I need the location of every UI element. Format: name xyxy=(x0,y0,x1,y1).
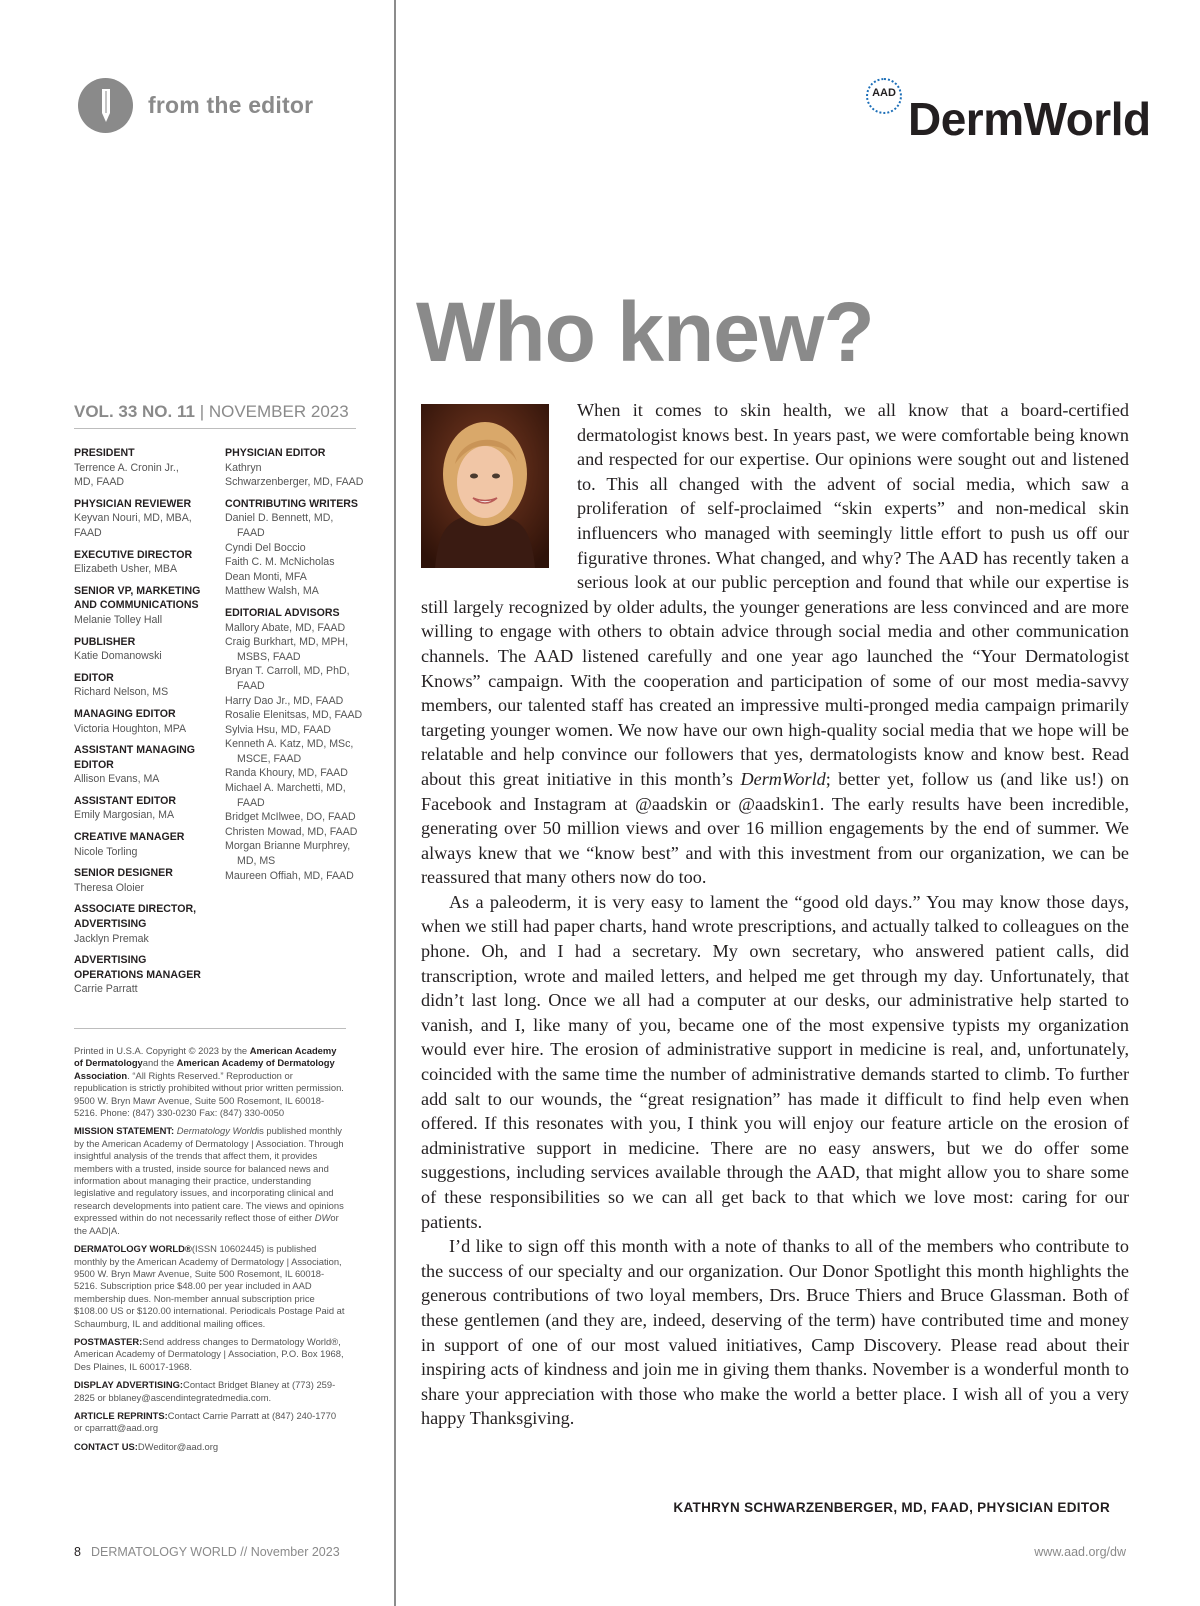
masthead-name: FAAD xyxy=(237,526,265,539)
issue-volume: VOL. 33 NO. 11 xyxy=(74,402,195,421)
masthead-name: Mallory Abate, MD, FAAD xyxy=(225,621,346,634)
masthead-name: Nicole Torling xyxy=(74,845,138,858)
legal-rule xyxy=(74,1028,346,1029)
byline: KATHRYN SCHWARZENBERGER, MD, FAAD, PHYSICIAN EDITOR xyxy=(673,1500,1110,1515)
logo-wordmark: DermWorld xyxy=(908,93,1151,145)
masthead-name: Schwarzenberger, MD, FAAD xyxy=(225,476,364,489)
masthead-entry xyxy=(74,497,214,541)
section-header xyxy=(78,78,313,133)
masthead-name: Matthew Walsh, MA xyxy=(225,585,319,598)
article-paragraph-1: When it comes to skin health, we all know that a board-certified dermatologist knows best. In years past, we were comfortable being known and respected for our expertise. Our opinions were sought out and listened to. This all changed with the advent of social media, which saw a proliferation of self-proclaimed “skin experts” and non-medical skin influencers who managed with seemingly little effort to push us off our figurative thrones. What changed, and why? The AAD has recently taken a serious look at our public perception and found that while our expertise is still largely recognized by older adults, the younger generations are less convinced and are more willing to engage with others to obtain advice through social media and other communication channels. The AAD listened carefully and one year ago launched the “Your Dermatologist Knows” campaign. With the cooperation and participation of some of our most media-savvy members, our talented staff has created an impressive multi-pronged media campaign primarily targeting younger women. We now have our own high-quality social media that we hope will be relatable and help convince our followers that yes, dermatologists know and know best. Read about this great initiative in this month’s DermWorld; better yet, follow us (and like us!) on Facebook and Instagram at @aadskin or @aadskin1. The early results have been incredible, generating over 50 million views and over 16 million engagements by the end of summer. We always knew that we “know best” and with this investment from our organization, we can be reassured that many others now do too. xyxy=(421,400,1129,888)
footer-publication xyxy=(74,1545,340,1559)
legal-notice xyxy=(74,1045,346,1459)
masthead-name: Emily Margosian, MA xyxy=(74,809,175,822)
section-label: from the editor xyxy=(148,92,314,118)
masthead-name: FAAD xyxy=(237,796,265,809)
masthead-role: ASSISTANT MANAGING EDITOR xyxy=(74,744,196,771)
masthead-role: EDITOR xyxy=(74,671,114,684)
masthead-entry xyxy=(225,446,375,490)
masthead-role: ADVERTISING OPERATIONS MANAGER xyxy=(74,954,201,981)
masthead-name: MD, FAAD xyxy=(74,476,125,489)
publication-name: DERMATOLOGY WORLD // November 2023 xyxy=(90,1545,340,1559)
masthead-name: Maureen Offiah, MD, FAAD xyxy=(225,869,354,882)
masthead-name: Daniel D. Bennett, MD, xyxy=(225,512,334,525)
masthead-name: Theresa Oloier xyxy=(74,881,145,894)
masthead-right-column xyxy=(225,446,375,890)
column-divider xyxy=(394,0,396,1606)
display-advertising: DISPLAY ADVERTISING:Contact Bridget Blaney at (773) 259-2825 or bblaney@ascendintegratedmedia.com. xyxy=(74,1379,336,1403)
masthead-role: PRESIDENT xyxy=(74,447,135,459)
masthead-entry xyxy=(74,584,214,628)
masthead-name: Morgan Brianne Murphrey, xyxy=(225,840,351,853)
masthead-role: PUBLISHER xyxy=(74,635,136,648)
masthead-entry xyxy=(74,953,214,997)
masthead-name: Bridget McIlwee, DO, FAAD xyxy=(225,811,356,824)
masthead-entry xyxy=(74,902,214,946)
editorial-article xyxy=(421,398,1129,1431)
masthead-name: MSCE, FAAD xyxy=(237,752,302,765)
masthead-name: Elizabeth Usher, MBA xyxy=(74,563,178,576)
copyright-notice: Printed in U.S.A. Copyright © 2023 by the American Academy of Dermatologyand the American Academy of Dermatology Association. “All Rights Reserved.” Reproduction or republication is strictly prohibited without prior written permission. 9500 W. Bryn Mawr Avenue, Suite 500 Rosemont, IL 60018-5216. Phone: (847) 330-0230 Fax: (847) 330-0050 xyxy=(74,1045,344,1119)
masthead-name: Jacklyn Premak xyxy=(74,932,149,945)
masthead-role: ASSOCIATE DIRECTOR, ADVERTISING xyxy=(74,903,197,931)
masthead-role: PHYSICIAN EDITOR xyxy=(225,447,326,459)
masthead-entry xyxy=(225,606,375,883)
masthead-name: Faith C. M. McNicholas xyxy=(225,556,335,569)
masthead-entry xyxy=(74,707,214,736)
masthead-role: CREATIVE MANAGER xyxy=(74,831,185,844)
masthead-name: Christen Mowad, MD, FAAD xyxy=(225,825,358,838)
masthead-name: Michael A. Marchetti, MD, xyxy=(225,782,346,795)
aad-badge: AAD xyxy=(866,78,902,114)
masthead-name: Dean Monti, MFA xyxy=(225,570,307,583)
masthead-name: Rosalie Elenitsas, MD, FAAD xyxy=(225,709,363,722)
masthead-entry xyxy=(74,548,214,577)
masthead-entry xyxy=(74,866,214,895)
masthead-role: MANAGING EDITOR xyxy=(74,707,176,720)
issue-info xyxy=(74,402,349,422)
masthead-name: Allison Evans, MA xyxy=(74,773,160,786)
masthead-role: EXECUTIVE DIRECTOR xyxy=(74,548,193,561)
masthead-role: ASSISTANT EDITOR xyxy=(74,794,177,807)
masthead-entry xyxy=(74,635,214,664)
masthead-entry xyxy=(74,446,214,490)
masthead-name: Melanie Tolley Hall xyxy=(74,613,163,626)
masthead-name: FAAD xyxy=(74,526,102,539)
article-reprints: ARTICLE REPRINTS:Contact Carrie Parratt at (847) 240-1770 or cparratt@aad.org xyxy=(74,1409,337,1434)
masthead-role: PHYSICIAN REVIEWER xyxy=(74,497,192,510)
masthead-name: FAAD xyxy=(237,679,265,692)
masthead-name: Kathryn xyxy=(225,461,262,474)
masthead-name: Katie Domanowski xyxy=(74,650,162,663)
masthead-entry xyxy=(225,497,375,599)
masthead-name: MD, MS xyxy=(237,855,276,868)
masthead-name: Craig Burkhart, MD, MPH, xyxy=(225,636,349,649)
masthead-entry xyxy=(74,671,214,700)
issue-separator: | xyxy=(199,402,205,421)
masthead-name: Harry Dao Jr., MD, FAAD xyxy=(225,694,344,707)
article-paragraph-3: I’d like to sign off this month with a note of thanks to all of the members who contribute to the success of our specialty and our organization. Our Donor Spotlight this month highlights the generous contributions of two loyal members, Drs. Bruce Thiers and Bruce Glassman. Both of these gentlemen (and they are, indeed, deserving of the term) have contributed time and money in support of one of our most valued initiatives, Camp Discovery. Please read about their inspiring acts of kindness and join me in giving them thanks. November is a wonderful month to share your appreciation with those who make the world a better place. I wish all of you a very happy Thanksgiving. xyxy=(421,1236,1129,1429)
article-paragraph-2: As a paleoderm, it is very easy to lament the “good old days.” You may know those days, when we still had paper charts, hand wrote prescriptions, and actually talked to colleagues on the phone. Oh, and I had a secretary. My own secretary, who answered patient calls, did transcription, wrote and mailed letters, and helped me get through my day. Unfortunately, that didn’t last long. Once we all had a computer at our desks, our administrative help started to vanish, and I, like many of you, became one of the most expensive typists my organization would ever hire. The erosion of administrative support in medicine is real, and, unfortunately, coincided with the same time the number of administrative demands started to climb. To further add salt to our wounds, the “great resignation” has made it difficult to find help even when offered. If this resonates with you, I think you will enjoy our feature article on the erosion of administrative support in medicine. There are no easy answers, but we do offer some suggestions, including services available through the AAD, that might allow you to share some of these responsibilities so we can all get back to that which we love most: caring for our patients. xyxy=(421,891,1129,1232)
headline: Who knew? xyxy=(416,285,874,379)
masthead-entry xyxy=(74,830,214,859)
masthead-role: SENIOR VP, MARKETING AND COMMUNICATIONS xyxy=(74,584,201,612)
contact-us: CONTACT US:DWeditor@aad.org xyxy=(74,1440,219,1452)
issue-date: NOVEMBER 2023 xyxy=(208,402,349,421)
page-number: 8 xyxy=(74,1545,81,1559)
masthead-rule xyxy=(74,428,356,429)
masthead-role: SENIOR DESIGNER xyxy=(74,867,173,880)
masthead-entry xyxy=(74,743,214,787)
masthead-name: Terrence A. Cronin Jr., xyxy=(74,461,179,474)
masthead-role: CONTRIBUTING WRITERS xyxy=(225,497,359,510)
masthead-entry xyxy=(74,794,214,823)
masthead-name: Sylvia Hsu, MD, FAAD xyxy=(225,723,331,736)
masthead-name: MSBS, FAAD xyxy=(237,650,301,663)
portrait-space xyxy=(421,398,577,594)
masthead-name: Kenneth A. Katz, MD, MSc, xyxy=(225,738,354,751)
masthead-name: Victoria Houghton, MPA xyxy=(74,722,187,735)
masthead-name: Randa Khoury, MD, FAAD xyxy=(225,767,348,780)
pencil-icon xyxy=(78,78,133,133)
masthead-name: Carrie Parratt xyxy=(74,983,138,996)
mission-statement: MISSION STATEMENT: Dermatology Worldis published monthly by the American Academy of Dermatology | Association. Through insightful analysis of the trends that affect them, it provides members with a trusted, inside source for balanced news and information about managing their practice, understanding legislative and regulatory issues, and incorporating clinical and research developments into patient care. The views and opinions expressed within do not necessarily reflect those of either DWor the AAD|A. xyxy=(74,1125,344,1236)
publication-notice: DERMATOLOGY WORLD®(ISSN 10602445) is published monthly by the American Academy of Dermatology | Association, 9500 W. Bryn Mawr Avenue, Suite 500 Rosemont, IL 60018-5216. Subscription price $48.00 per year included in AAD membership dues. Non-member annual subscription price $108.00 US or $120.00 international. Periodicals Postage Paid at Schaumburg, IL and additional mailing offices. xyxy=(74,1243,345,1329)
masthead-role: EDITORIAL ADVISORS xyxy=(225,606,340,619)
masthead-name: Keyvan Nouri, MD, MBA, xyxy=(74,512,192,525)
masthead-name: Richard Nelson, MS xyxy=(74,686,169,699)
dermworld-logo xyxy=(866,78,1166,148)
footer-url: www.aad.org/dw xyxy=(1034,1545,1126,1559)
masthead-name: Cyndi Del Boccio xyxy=(225,541,306,554)
masthead-name: Bryan T. Carroll, MD, PhD, xyxy=(225,665,350,678)
postmaster-notice: POSTMASTER:Send address changes to Dermatology World®, American Academy of Dermatology | Association, P.O. Box 1968, Des Plaines, IL 60017-1968. xyxy=(74,1335,344,1372)
masthead-left-column xyxy=(74,446,214,1004)
